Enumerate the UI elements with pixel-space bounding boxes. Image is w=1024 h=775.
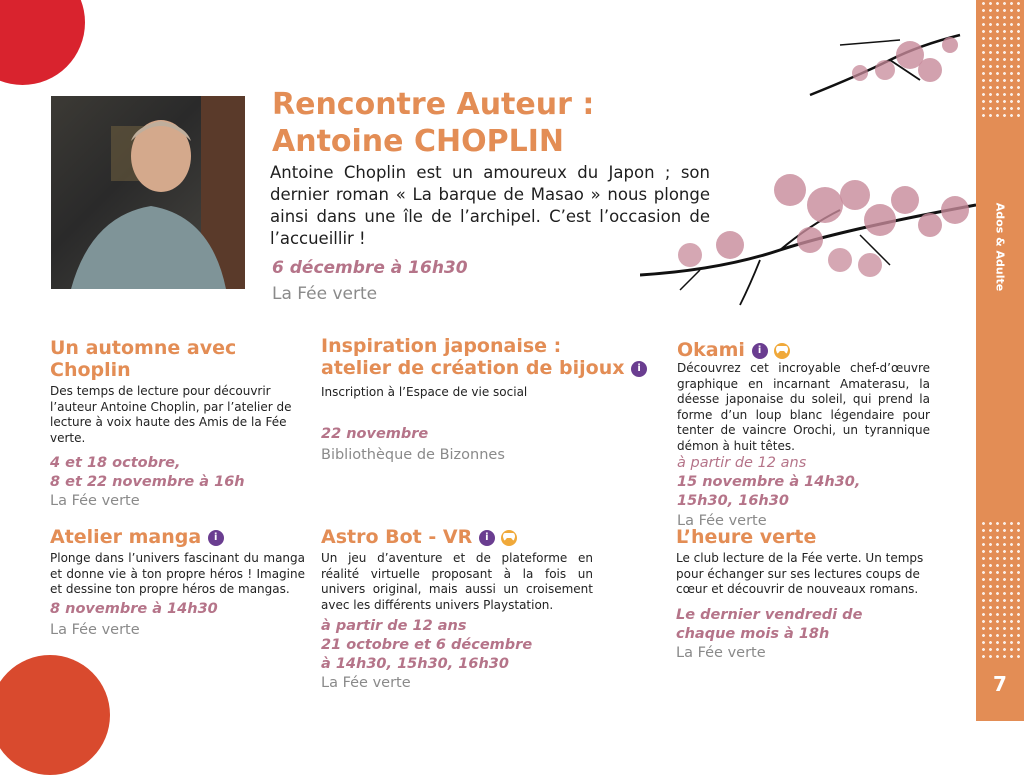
event-automne-title-line2: Choplin [50,359,131,381]
event-okami-title-text: Okami [677,339,745,361]
event-okami-description: Découvrez cet incroyable chef-d’œuvre graphique en incarnant Amaterasu, la déesse japonaise du soleil, qui prend la forme d’un loup blanc légendaire pour tenter de vaincre Orochi, un tyrannique démon à huit têtes. [677,361,930,453]
red-ink-blob-decoration [0,0,85,85]
author-portrait-illustration [51,96,245,289]
event-manga-title [50,526,305,548]
info-icon: i [631,361,647,377]
event-okami-title [677,339,930,361]
info-icon: i [479,530,495,546]
section-label-text: Ados & Adulte [993,202,1007,292]
section-label [980,192,1020,302]
event-heure-verte-venue: La Fée verte [676,644,766,661]
event-astrobot-date-line1: 21 octobre et 6 décembre [321,637,533,653]
event-automne-date-line1: 4 et 18 octobre, [50,455,181,471]
dot-pattern-bottom [980,520,1020,660]
event-automne-title-line1: Un automne avec [50,337,237,359]
event-heure-verte-title: L’heure verte [676,526,817,548]
event-astrobot [321,526,593,693]
event-astrobot-age: à partir de 12 ans [321,618,467,634]
event-manga-title-text: Atelier manga [50,526,202,548]
event-automne [50,337,295,511]
event-inspiration-title-line1: Inspiration japonaise : [321,335,562,357]
koi-fish-decoration [0,655,110,775]
author-photo [51,96,245,289]
event-inspiration-title-line2: atelier de création de bijoux [321,357,625,379]
author-event-title [272,86,692,160]
cherry-branch-top-decoration [800,25,970,105]
event-automne-date-line2: 8 et 22 novembre à 16h [50,474,245,490]
event-inspiration [321,335,651,465]
event-automne-description: Des temps de lecture pour découvrir l’auteur Antoine Choplin, par l’atelier de lecture à voix haute des Amis de la Fée verte. [50,384,292,445]
event-astrobot-venue: La Fée verte [321,675,411,691]
event-automne-title [50,337,295,381]
info-icon: i [208,530,224,546]
event-heure-verte-date-line2: chaque mois à 18h [676,625,830,642]
event-heure-verte [676,526,931,663]
event-heure-verte-description: Le club lecture de la Fée verte. Un temps pour échanger sur ses lectures coups de cœur et découvrir de nouveaux romans. [676,551,924,596]
author-description: Antoine Choplin est un amoureux du Japon ; son dernier roman « La barque de Masao » nous plonge ainsi dans une île de l’archipel. C’est l’occasion de l’accueillir ! [270,163,710,248]
author-title-line2: Antoine CHOPLIN [272,124,564,159]
event-okami-venue: La Fée verte [677,513,767,529]
event-okami [677,339,930,531]
gamepad-icon [501,530,517,546]
event-inspiration-venue: Bibliothèque de Bizonnes [321,446,505,463]
event-okami-date-line2: 15h30, 16h30 [677,493,789,509]
event-astrobot-title [321,526,593,548]
page-number: 7 [993,672,1007,696]
gamepad-glyph [776,345,788,354]
event-okami-age: à partir de 12 ans [677,455,807,471]
event-astrobot-date-line2: à 14h30, 15h30, 16h30 [321,656,509,672]
author-title-line1: Rencontre Auteur : [272,87,595,122]
event-inspiration-date: 22 novembre [321,425,429,442]
author-event-date: 6 décembre à 16h30 [272,258,468,278]
event-automne-venue: La Fée verte [50,493,140,509]
gamepad-glyph [503,532,515,541]
event-manga-venue: La Fée verte [50,621,140,638]
dot-pattern-top [980,0,1020,120]
event-manga-date: 8 novembre à 14h30 [50,600,218,617]
event-manga [50,526,305,640]
gamepad-icon [774,343,790,359]
event-astrobot-title-text: Astro Bot - VR [321,526,473,548]
event-heure-verte-date-line1: Le dernier vendredi de [676,606,863,623]
side-band [976,0,1024,721]
event-inspiration-description: Inscription à l’Espace de vie social [321,385,528,399]
event-inspiration-title [321,335,651,379]
author-event-venue: La Fée verte [272,284,378,304]
event-astrobot-description: Un jeu d’aventure et de plateforme en réalité virtuelle proposant à la fois un univers original, mais aussi un croisement avec les différents univers Playstation. [321,551,593,612]
event-manga-description: Plonge dans l’univers fascinant du manga et donne vie à ton propre héros ! Imagine et dessine ton propre héros de mangas. [50,551,305,596]
event-okami-date-line1: 15 novembre à 14h30, [677,474,861,490]
info-icon: i [752,343,768,359]
